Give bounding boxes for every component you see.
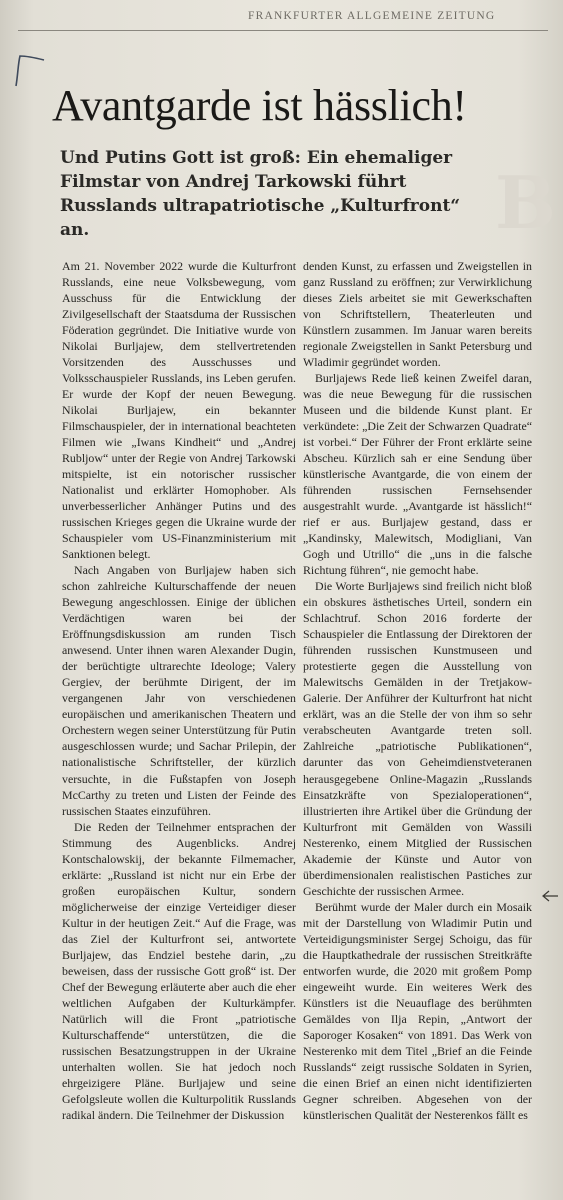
bleed-through-letter: B: [495, 160, 556, 245]
article-paragraph: Burljajews Rede ließ keinen Zweifel daran, was die neue Bewegung für die russischen Museen und die bildende Kunst plant. Er verkündete: „Die Zeit der Schwarzen Quadrate“ ist vorbei.“ Der Führer der Front erklärte seine Abscheu. Kürzlich sah er eine Sendung über künstlerische Avantgarde, die von einem der führenden russischen Fernsehsender ausgestrahlt wurde. „Avantgarde ist hässlich!“ rief er aus. Burljajew gestand, dass er „Kandinsky, Malewitsch, Modigliani, Van Gogh und Utrillo“ die „uns in die falsche Richtung führen“, nie gemocht habe.: [303, 371, 532, 578]
margin-arrow-icon: [540, 888, 560, 904]
article-paragraph: Die Reden der Teilnehmer entsprachen der Stimmung des Augenblicks. Andrej Kontschalowskij, der bekannte Filmemacher, erklärte: „Russland ist nicht nur ein Erbe der großen europäischen Kultur, sondern möglicherweise der einzige Verteidiger dieser Kultur in der heutigen Zeit.“ Auf die Frage, was das Ziel der Kulturfront sei, antwortete Burljajew, das Endziel bestehe darin, „zu beweisen, dass der russische Gott groß“ ist. Der Chef der Bewegung erläuterte aber auch die eher weltlichen Aufgaben der Kulturkämpfer. Natürlich will die Front „patriotische Kulturschaffende“ unterstützen, die die russischen Besatzungstruppen in der Ukraine unterhalten wollen. Sie hat jedoch noch ehrgeizigere Pläne. Burljajew und seine Gefolgsleute wollen die Kulturpolitik Russlands radikal ändern. Die Teilnehmer der Diskussion: [62, 819, 296, 1122]
masthead-rule: [18, 30, 548, 31]
article-column-left: [62, 258, 296, 1123]
masthead: FRANKFURTER ALLGEMEINE ZEITUNG: [248, 10, 496, 22]
article-paragraph: Nach Angaben von Burljajew haben sich schon zahlreiche Kulturschaffende der neuen Bewegung angeschlossen. Einige der üblichen Verdächtigen waren bei der Eröffnungsdiskussion am runden Tisch anwesend. Unter ihnen waren Alexander Dugin, der berüchtigte ultrarechte Ideologe; Valery Gergiev, der berühmte Dirigent, der im vergangenen Jahr von verschiedenen europäischen und amerikanischen Theatern und Orchestern wegen seiner Unterstützung für Putin ausgeschlossen wurde; und Sachar Prilepin, der nationalistische Schriftsteller, der kürzlich versuchte, in die Fußstapfen von Joseph McCarthy zu treten und Listen der Feinde des russischen Staates einzuführen.: [62, 563, 296, 818]
subhead: Und Putins Gott ist groß: Ein ehemaliger Filmstar von Andrej Tarkowski führt Russlands ultrapatriotische „Kulturfront“ an.: [60, 148, 461, 240]
article-paragraph: Am 21. November 2022 wurde die Kulturfront Russlands, eine neue Volksbewegung, vom Ausschuss für die Entwicklung der Zivilgesellschaft der Staatsduma der Russischen Föderation gegründet. Die Initiative wurde von Nikolai Burljajew, dem stellvertretenden Vorsitzenden des Ausschusses und Volksschauspieler Russlands, ins Leben gerufen. Er wurde der Kopf der neuen Bewegung. Nikolai Burljajew, ein bekannter Filmschauspieler, der in international beachteten Filmen wie „Iwans Kindheit“ und „Andrej Rubljow“ unter der Regie von Andrej Tarkowski mitspielte, ist ein notorischer russischer Nationalist und erklärter Homophober. Als unverbesserlicher Anhänger Putins und des russischen Krieges gegen die Ukraine wurde der Schauspieler vom US-Finanzministerium mit Sanktionen belegt.: [62, 259, 296, 562]
pen-mark-icon: [10, 52, 50, 92]
article-paragraph: Berühmt wurde der Maler durch ein Mosaik mit der Darstellung von Wladimir Putin und Verteidigungsminister Sergej Schoigu, das für die Hauptkathedrale der russischen Streitkräfte entworfen wurde, die 2020 mit großem Pomp eingeweiht wurde. Ein weiteres Werk des Künstlers ist die Neuauflage des berühmten Gemäldes von Ilja Repin, „Antwort der Saporoger Kosaken“ von 1891. Das Werk von Nesterenko mit dem Titel „Brief an die Feinde Russlands“ zeigt russische Soldaten in Syrien, die einen Brief an einen nicht identifizierten Gegner schreiben. Abgesehen von der künstlerischen Qualität der Nesterenkos fällt es: [303, 899, 532, 1122]
article-paragraph: denden Kunst, zu erfassen und Zweigstellen in ganz Russland zu eröffnen; zur Verwirklichung dieses Ziels arbeitet sie mit Gewerkschaften von Schriftstellern, Theaterleuten und Künstlern zusammen. Im Januar waren bereits regionale Zweigstellen in Sankt Petersburg und Wladimir gegründet worden.: [303, 259, 532, 370]
headline: Avantgarde ist hässlich!: [52, 81, 467, 130]
article-column-right: [303, 258, 532, 1123]
article-paragraph: Die Worte Burljajews sind freilich nicht bloß ein obskures ästhetisches Urteil, sondern ein Schlachtruf. Schon 2016 forderte der Schauspieler die Entlassung der Direktoren der führenden russischen Kunstmuseen und protestierte gegen die Ausstellung von Malewitschs Gemälden in der Tretjakow-Galerie. Der Anführer der Kulturfront hat nicht erklärt, was an die Stelle der von ihm so sehr verabscheuten Avantgarde treten soll. Zahlreiche „patriotische Publikationen“, darunter das von Geheimdienstveteranen herausgegebene Online-Magazin „Russlands Einsatzkräfte von Spezialoperationen“, illustrierten ihre Artikel über die Gründung der Kulturfront mit Gemälden von Wassili Nesterenko, einem Mitglied der Russischen Akademie der Künste und Autor von überdimensionalen realistischen Pastiches zur Geschichte der russischen Armee.: [303, 579, 532, 898]
